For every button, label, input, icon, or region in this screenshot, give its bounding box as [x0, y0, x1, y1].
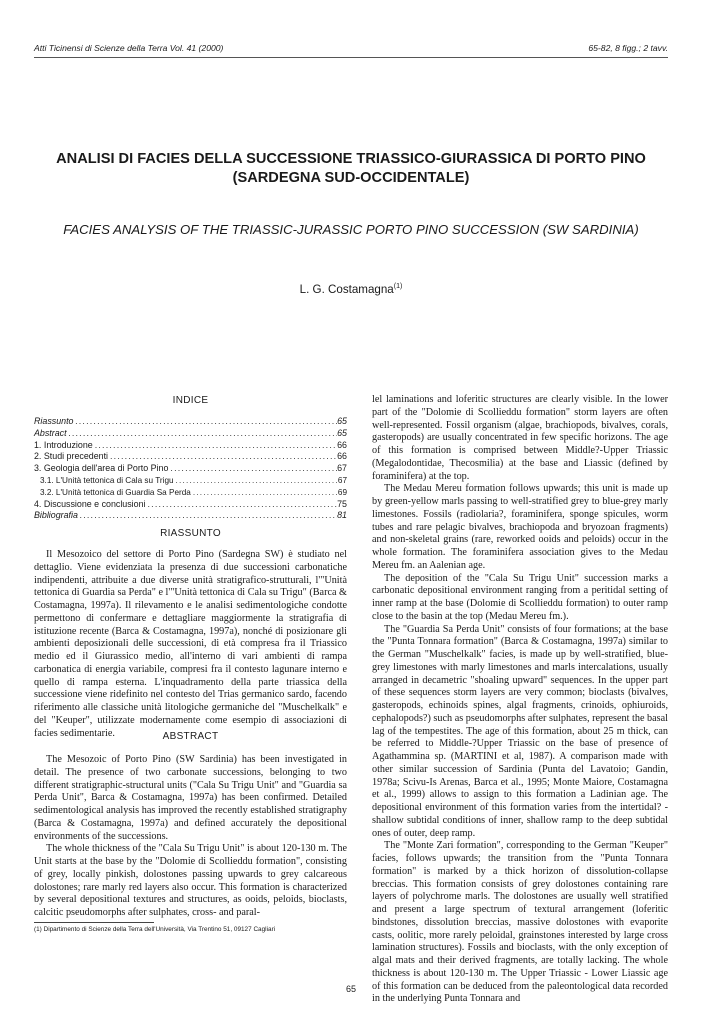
right-column-body: [372, 394, 668, 1006]
paper-title-english: FACIES ANALYSIS OF THE TRIASSIC-JURASSIC PORTO PINO SUCCESSION (SW SARDINIA): [63, 222, 639, 237]
body-paragraph: The "Monte Zari formation", corresponding to the German "Keuper" facies, follows upwards; the transition from the "Punta Tonnara formation" is marked by a thick horizon of dissolution-collapse breccias. This formation consists of grey dolostones containing rare layers of polychrome marls. The dolostones are usually well stratified and present a large spectrum of textural arrangement (loferitic bindstones, dissolution breccias, massive dolostones with evaporite casts, oolitic, more rarely peloidal, grainstones interested by large cross lamination structures). Fossils and bioclasts, with the only exception of algal mats and their derived fragments, are totally lacking. The whole thickness is about 120-130 m. The Upper Triassic - Lower Liassic age of this formation can be deduced from the paleontological data recorded in the underlying Punta Tonnara and: [372, 840, 668, 1005]
toc-entry[interactable]: 3. Geologia dell'area di Porto Pino ..... 67: [34, 463, 347, 475]
author-note-mark: (1): [393, 283, 403, 291]
toc-entry[interactable]: 4. Discussione e conclusioni ..... 75: [34, 499, 347, 511]
riassunto-body: [34, 549, 347, 740]
journal-citation: Atti Ticinensi di Scienze della Terra Vol. 41 (2000): [34, 43, 224, 53]
body-paragraph: The "Guardia Sa Perda Unit" consists of four formations; at the base the "Punta Tonnara formation" (Barca & Costamagna, 1997a) similar to the German "Muschelkalk" facies, is made up by well-stratified, blue-grey limestones with marly limestones and marls intercalations, usually arranged in decametric "shoaling upward" sequences. In the upper part of these sequences storm layers are very common; bioclasts (bivalves, gasteropods, echinoids spines, algal fragments, crinoids, ophiuroids, cephalopods?) such as pseudomorphs after sulphates, represent the basal lag of the tempestites. The age of this formation, about 25 m thick, can be referred to Middle-?Upper Triassic on the base of presence of Agathammina sp. (MARTINI et al, 1987). A comparison made with other similar succession of Sardinia (Punta del Lavatoio; Gandin, 1978a; Scivu-Is Arenas, Barca et al., 1995; Monte Maiore, Costamagna et al., 1999) allows to assign to this formation a Ladinian age. The depositional environment of this formation varies from the intertidal? - shallow subtidal conditions of inner, shallow ramp to the deep subtidal ones of outer, deep ramp.: [372, 623, 668, 839]
body-paragraph: lel laminations and loferitic structures are clearly visible. In the lower part of the "Dolomie di Scollieddu formation" storm layers are often well-represented. Fossil organism (algae, brachiopods, bivalves, corals, gasteropods) are usually concentrated in few specific horizons. The age of this formation is comprised between Middle?-Upper Triassic (Megalodontidae, Thecosmilia) at the base and Liassic (defined by foraminifera) at the top.: [372, 394, 668, 482]
abstract-paragraph: The whole thickness of the "Cala Su Trigu Unit" is about 120-130 m. The Unit starts at the base by the "Dolomie di Scollieddu formation", consisting of grey, locally pinkish, dolostones passing upwards to grey calcareous dolostones; rare marly red layers also occur. This formation is characterized by several depositional textures and structures, as ooids, peloids, bioclasts, calcitic pseudomorphs after sulphates, cross- and paral-: [34, 843, 347, 918]
body-paragraph: The deposition of the "Cala Su Trigu Unit" succession marks a carbonatic depositional environment ranging from a peritidal setting of inner ramp at the base (Dolomie di Scollieddu formation) to outer ramp close to the basin at the top (Medau Mereu fm.).: [372, 572, 668, 622]
abstract-heading: ABSTRACT: [162, 731, 219, 742]
table-of-contents: [34, 416, 347, 522]
page-range-figures: 65-82, 8 figg.; 2 tavv.: [588, 43, 668, 53]
toc-entry[interactable]: 1. Introduzione ..... 66: [34, 440, 347, 452]
toc-entry[interactable]: Bibliografia ..... 81: [34, 510, 347, 522]
body-paragraph: The Medau Mereu formation follows upwards; this unit is made up by green-yellow marls passing to well-stratified grey to blue-grey marly limestones. Fossils (radiolaria?, foraminifera, sponge spicules, worm tubes and rare pelagic bivalves, brachiopoda and bryozoan fragments) and non-skeletal grains (rare, reworked ooids and peloids) occur in the whole formation. The foraminifera association gives to the Medau Mereu fm. an Aalenian age.: [372, 483, 668, 571]
riassunto-heading: RIASSUNTO: [160, 528, 221, 539]
toc-subentry[interactable]: 3.2. L'Unità tettonica di Guardia Sa Perda ..... 69: [34, 487, 347, 499]
page-number: 65: [345, 984, 356, 994]
toc-subentry[interactable]: 3.1. L'Unità tettonica di Cala su Trigu ..... 67: [34, 475, 347, 487]
abstract-paragraph: The Mesozoic of Porto Pino (SW Sardinia) has been investigated in detail. The presence of two carbonate successions, belonging to two different stratigraphic-structural units ("Cala Su Trigu Unit" and "Guardia sa Perda Unit", Barca & Costamagna, 1997a) has been confirmed. Detailed sedimentological analysis has improved the recently established stratigraphy (Barca & Costamagna, 1997a) and defined accurately the depositional environments of the successions.: [34, 754, 347, 842]
author-line: [34, 283, 668, 296]
toc-entry[interactable]: Riassunto ..... 65: [34, 416, 347, 428]
riassunto-paragraph: Il Mesozoico del settore di Porto Pino (Sardegna SW) è studiato nel dettaglio. Viene evidenziata la presenza di due successioni carbonatiche indipendenti, attribuite a due diverse unità stratigrafico-strutturali, l'"Unità tettonica di Guardia sa Perda" e l'"Unità tettonica di Cala su Trigu" (Barca & Costamagna, 1997a). Il rilevamento e le analisi sedimentologiche condotte permettono di confermare e dettagliare maggiormente la stratigrafia di istituzione recente (Barca & Costamagna, 1997a), nonché di posizionare gli ambienti deposizionali delle successioni, di età compresa fra il Triassico medio ed il Giurassico medio, all'interno di vari ambienti di rampa carbonatica di energia variabile, compresi fra il contesto lagunare interno e quello di rampa esterna. L'inquadramento della parte triassica della successione viene ridefinito nel contesto del Trias germanico sardo, facendo riferimento alle classiche unità litologiche germaniche del "Muschelkalk" e del "Keuper", utilizzate modernamente come esempio di associazioni di facies sedimentarie.: [34, 549, 347, 739]
toc-entry[interactable]: Abstract ..... 65: [34, 428, 347, 440]
paper-title-line-2: (SARDEGNA SUD-OCCIDENTALE): [232, 170, 470, 186]
footnote-divider: [34, 922, 154, 923]
toc-heading: INDICE: [172, 395, 209, 406]
running-header: [34, 43, 668, 58]
author-affiliation-footnote: (1) Dipartimento di Scienze della Terra dell'Università, Via Trentino 51, 09127 Cagliari: [34, 926, 276, 933]
toc-entry[interactable]: 2. Studi precedenti ..... 66: [34, 451, 347, 463]
author-name: L. G. Costamagna: [299, 283, 394, 296]
paper-title-line-1: ANALISI DI FACIES DELLA SUCCESSIONE TRIASSICO-GIURASSICA DI PORTO PINO: [56, 151, 646, 167]
abstract-body: [34, 754, 347, 920]
